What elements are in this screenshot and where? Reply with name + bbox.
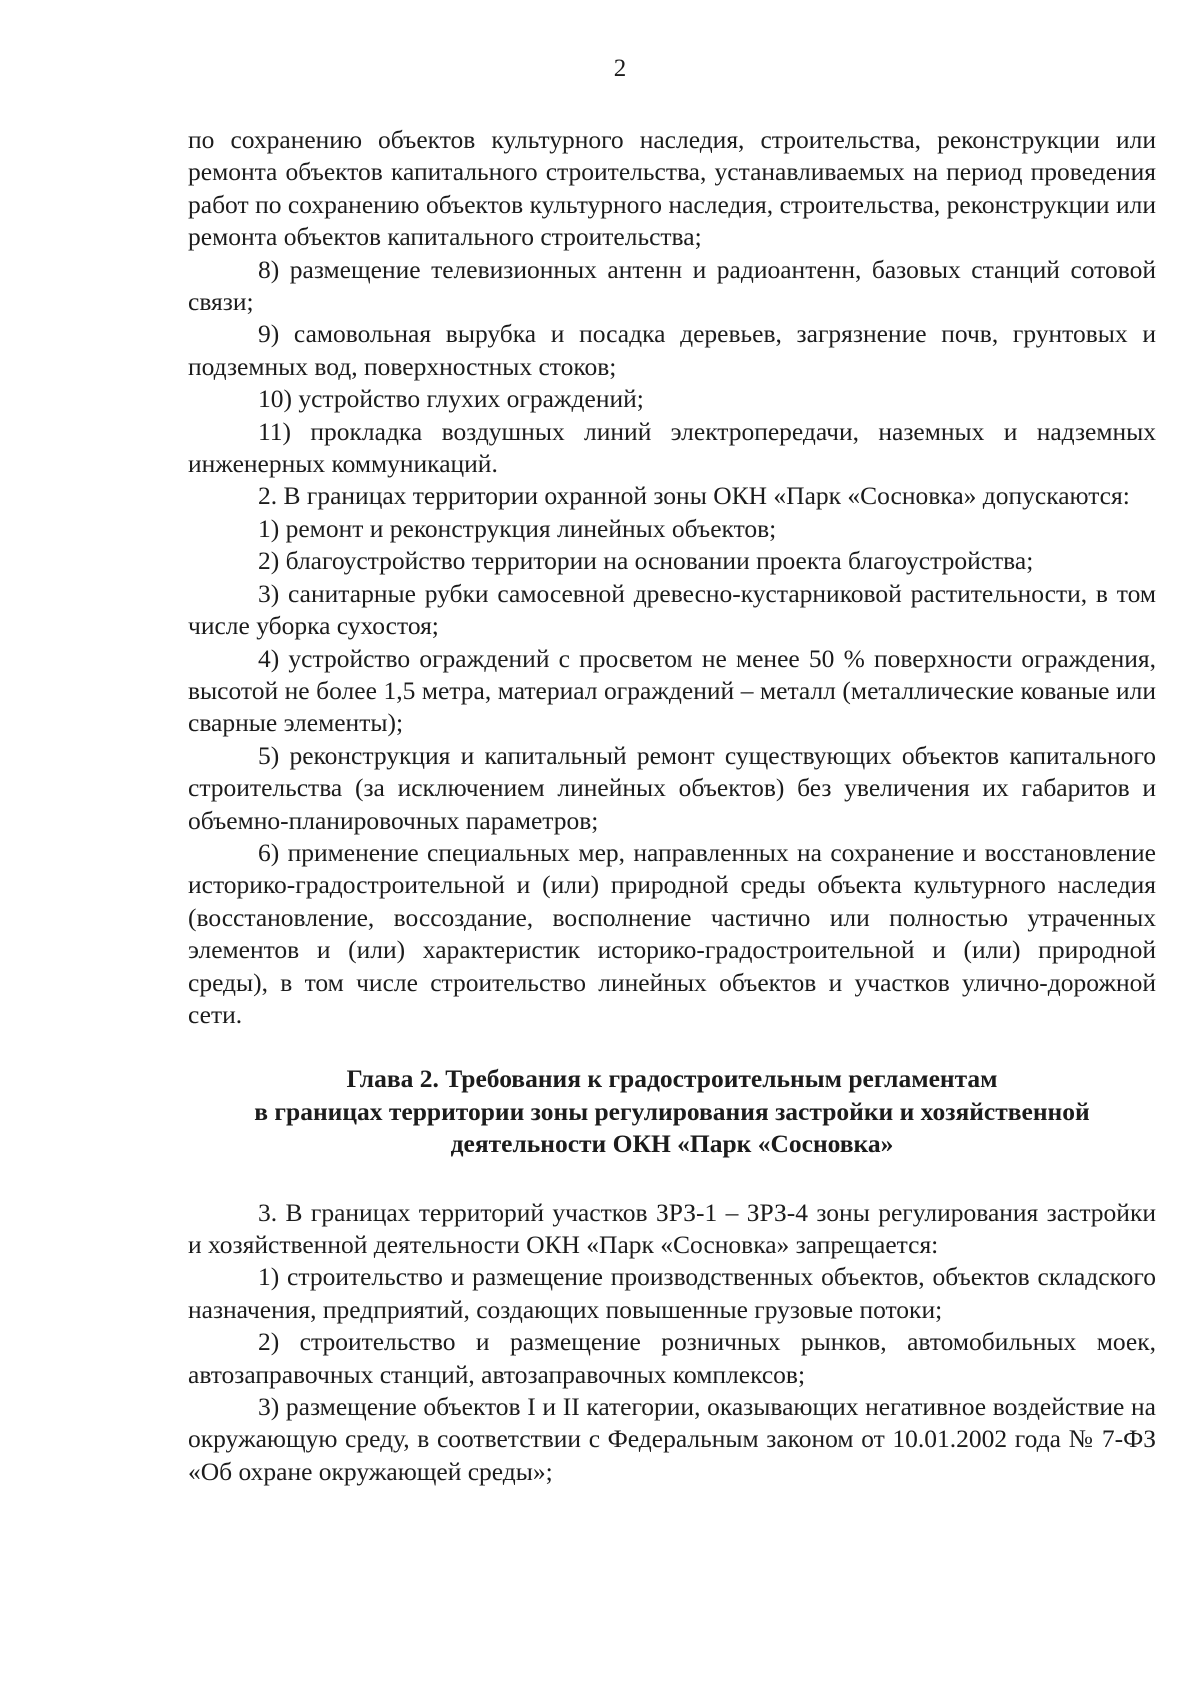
chapter-2-title	[188, 1063, 1156, 1160]
clause-2-item-3: 3) санитарные рубки самосевной древесно-кустарниковой растительности, в том числе уборка сухостоя;	[188, 578, 1156, 641]
list-item-11: 11) прокладка воздушных линий электропередачи, наземных и надземных инженерных коммуникаций.	[188, 416, 1156, 479]
list-item-10: 10) устройство глухих ограждений;	[258, 384, 644, 414]
clause-3-item-2: 2) строительство и размещение розничных рынков, автомобильных моек, автозаправочных станций, автозаправочных комплексов;	[188, 1327, 1156, 1389]
clause-2-item-5: 5) реконструкция и капитальный ремонт существующих объектов капитального строительства (за исключением линейных объектов) без увеличения их габаритов и объемно-планировочных параметров;	[188, 740, 1156, 835]
document-body	[188, 124, 1156, 1488]
clause-3-item-1: 1) строительство и размещение производственных объектов, объектов складского назначения, предприятий, создающих повышенные грузовые потоки;	[188, 1262, 1156, 1324]
clause-3: 3. В границах территорий участков ЗРЗ-1 – ЗРЗ-4 зоны регулирования застройки и хозяйственной деятельности ОКН «Парк «Сосновка» запрещается:	[188, 1197, 1156, 1259]
paragraph-continuation: по сохранению объектов культурного наследия, строительства, реконструкции или ремонта объектов капитального строительства, устанавливаемых на период проведения работ по сохранению объектов культурного наследия, строительства, реконструкции или ремонта объектов капитального строительства;	[188, 125, 1156, 252]
section-1	[188, 124, 1156, 1031]
clause-3-item-3: 3) размещение объектов I и II категории, оказывающих негативное воздействие на окружающую среду, в соответствии с Федеральным законом от 10.01.2002 года № 7-ФЗ «Об охране окружающей среды»;	[188, 1392, 1156, 1486]
chapter-title-line-2: в границах территории зоны регулирования застройки и хозяйственной	[254, 1096, 1090, 1126]
page-number: 2	[613, 55, 627, 82]
clause-2-item-2: 2) благоустройство территории на основании проекта благоустройства;	[258, 546, 1034, 576]
clause-2-item-1: 1) ремонт и реконструкция линейных объектов;	[258, 513, 777, 543]
list-item-9: 9) самовольная вырубка и посадка деревьев, загрязнение почв, грунтовых и подземных вод, поверхностных стоков;	[188, 319, 1156, 381]
section-2	[188, 1197, 1156, 1489]
clause-2: 2. В границах территории охранной зоны ОКН «Парк «Сосновка» допускаются:	[258, 481, 1130, 511]
clause-2-item-6: 6) применение специальных мер, направленных на сохранение и восстановление историко-градостроительной и (или) природной среды объекта культурного наследия (восстановление, воссоздание, восполнение частично или полностью утраченных элементов и (или) характеристик историко-градостроительной и (или) природной среды), в том числе строительство линейных объектов и участков улично-дорожной сети.	[188, 837, 1156, 1029]
chapter-title-line-1: Глава 2. Требования к градостроительным регламентам	[346, 1064, 998, 1094]
clause-2-item-4: 4) устройство ограждений с просветом не менее 50 % поверхности ограждения, высотой не более 1,5 метра, материал ограждений – металл (металлические кованые или сварные элементы);	[188, 643, 1156, 738]
chapter-title-line-3: деятельности ОКН «Парк «Сосновка»	[450, 1129, 894, 1159]
list-item-8: 8) размещение телевизионных антенн и радиоантенн, базовых станций сотовой связи;	[188, 254, 1156, 317]
